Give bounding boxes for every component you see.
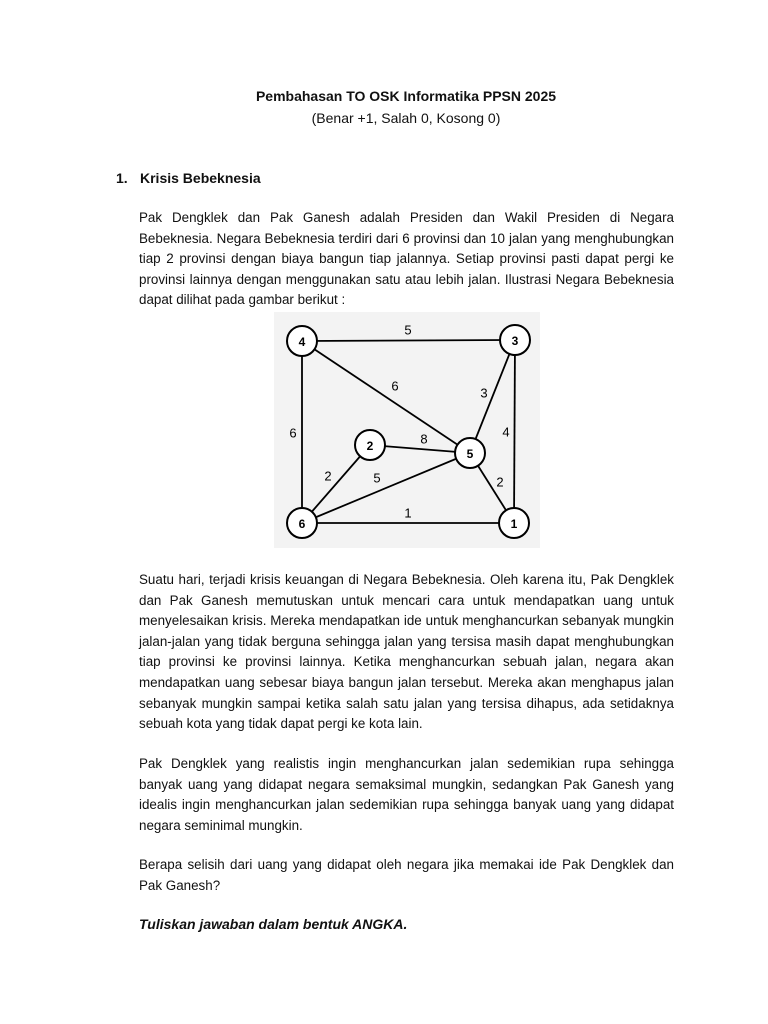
- edge-weight-2-5: 8: [420, 431, 428, 447]
- edge-3-1: [514, 340, 515, 523]
- edge-4-5: [302, 341, 470, 453]
- edge-6-5: [302, 453, 470, 523]
- problem-title: Krisis Bebeknesia: [140, 170, 261, 186]
- edge-weight-3-1: 4: [502, 424, 510, 440]
- scoring-rule: (Benar +1, Salah 0, Kosong 0): [311, 110, 501, 126]
- document-title: Pembahasan TO OSK Informatika PPSN 2025: [255, 88, 557, 104]
- crisis-paragraph: Suatu hari, terjadi krisis keuangan di Negara Bebeknesia. Oleh karena itu, Pak Dengklek dan Pak Ganesh memutuskan untuk mencari cara untuk mendapatkan uang untuk menyelesaikan krisis. Mereka mendapatkan ide untuk menghancurkan sebanyak mungkin jalan-jalan yang tidak berguna sehingga jalan yang tersisa masih dapat menghubungkan tiap provinsi ke provinsi lainnya. Ketika menghancurkan sebuah jalan, negara akan mendapatkan uang sebesar biaya bangun jalan tersebut. Mereka akan menghapus jalan sebanyak mungkin sampai ketika salah satu jalan yang tersisa dihapus, ada setidaknya sebuah kota yang tidak dapat pergi ke kota lain.: [139, 572, 674, 732]
- node-label-6: 6: [298, 517, 306, 531]
- node-label-5: 5: [466, 447, 474, 461]
- edge-weight-2-6: 2: [324, 468, 332, 484]
- answer-instruction: Tuliskan jawaban dalam bentuk ANGKA.: [139, 916, 408, 932]
- problem-intro-paragraph: Pak Dengklek dan Pak Ganesh adalah Presiden dan Wakil Presiden di Negara Bebeknesia. Negara Bebeknesia terdiri dari 6 provinsi dan 10 jalan yang menghubungkan tiap 2 provinsi dengan biaya bangun tiap jalannya. Setiap provinsi pasti dapat pergi ke provinsi lainnya dengan menggunakan satu atau lebih jalan. Ilustrasi Negara Bebeknesia dapat dilihat pada gambar berikut :: [139, 210, 674, 308]
- graph-figure: [274, 312, 540, 548]
- edge-weight-6-5: 5: [373, 470, 381, 486]
- problem-heading: [116, 168, 261, 188]
- node-label-1: 1: [510, 517, 518, 531]
- question-paragraph: Berapa selisih dari uang yang didapat oleh negara jika memakai ide Pak Dengklek dan Pak Ganesh?: [139, 857, 674, 893]
- strategy-paragraph: Pak Dengklek yang realistis ingin menghancurkan jalan sedemikian rupa sehingga banyak uang yang didapat negara semaksimal mungkin, sedangkan Pak Ganesh yang idealis ingin menghancurkan jalan sedemikian rupa sehingga banyak uang yang didapat negara seminimal mungkin.: [139, 756, 674, 833]
- problem-number: 1.: [116, 170, 128, 186]
- node-label-3: 3: [511, 334, 519, 348]
- edge-weight-6-1: 1: [404, 505, 412, 521]
- edge-weight-4-3: 5: [404, 322, 412, 338]
- edge-weight-4-6: 6: [289, 425, 297, 441]
- edge-4-3: [302, 340, 515, 341]
- edge-weight-3-5: 3: [480, 385, 488, 401]
- edge-weight-4-5: 6: [391, 378, 399, 394]
- graph-diagram: [274, 312, 540, 548]
- edge-weight-5-1: 2: [496, 474, 504, 490]
- node-label-2: 2: [366, 439, 374, 453]
- node-label-4: 4: [298, 335, 306, 349]
